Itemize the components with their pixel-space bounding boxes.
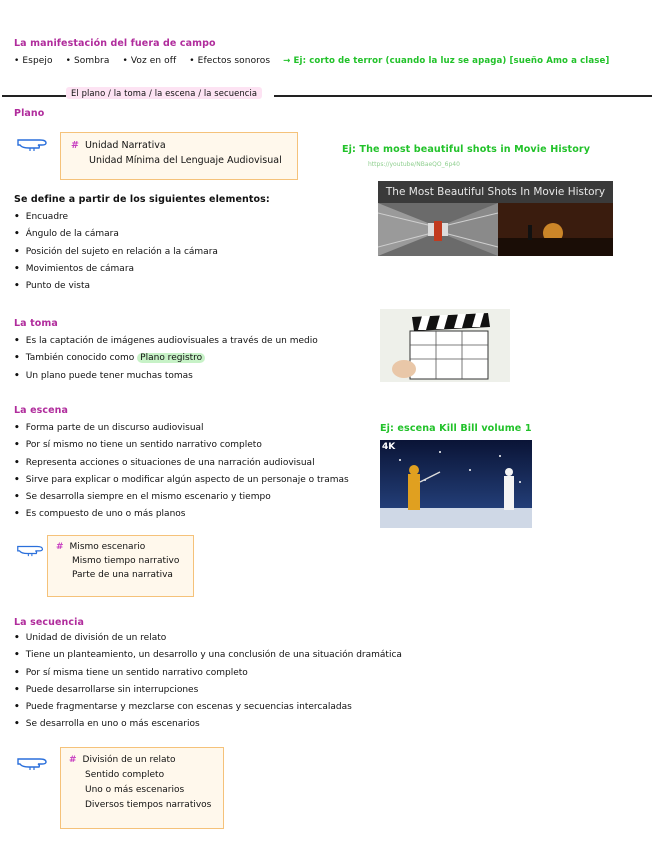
video-frames-image <box>378 203 613 256</box>
toma-list <box>14 333 318 385</box>
list-item: • Por sí mismo no tiene un sentido narrativo completo <box>14 437 349 454</box>
divider-right <box>274 95 652 97</box>
hash-mark: # <box>69 755 77 765</box>
escena-box-line-1: # Mismo escenario <box>56 542 146 552</box>
plano-box-line-1: # Unidad Narrativa <box>71 140 166 151</box>
list-item: • Representa acciones o situaciones de una narración audiovisual <box>14 455 349 472</box>
kill-bill-thumbnail[interactable] <box>380 440 532 528</box>
pointing-hand-icon <box>16 134 50 154</box>
item-sombra: • Sombra <box>65 56 110 66</box>
list-item: • Se desarrolla siempre en el mismo escenario y tiempo <box>14 489 349 506</box>
fuera-de-campo-items <box>14 56 609 66</box>
secuencia-box-line-4: Diversos tiempos narrativos <box>85 800 212 810</box>
hash-mark: # <box>71 140 79 151</box>
section-title-escena: La escena <box>14 405 69 416</box>
item-efectos-sonoros: • Efectos sonoros <box>189 56 271 66</box>
video-title: The Most Beautiful Shots In Movie History <box>378 181 613 203</box>
plano-intro: Se define a partir de los siguientes elementos: <box>14 194 270 205</box>
list-item: • Es compuesto de uno o más planos <box>14 506 349 523</box>
item-espejo: • Espejo <box>14 56 53 66</box>
divider-label: El plano / la toma / la escena / la secuencia <box>66 87 262 99</box>
clapperboard-image <box>380 309 510 382</box>
secuencia-box-line-1: # División de un relato <box>69 755 176 765</box>
example-corto-terror: → Ej: corto de terror (cuando la luz se apaga) [sueño Amo a clase] <box>283 56 610 66</box>
escena-example-label: Ej: escena Kill Bill volume 1 <box>380 423 532 434</box>
list-item: • Se desarrolla en uno o más escenarios <box>14 716 402 733</box>
secuencia-list <box>14 630 402 734</box>
secuencia-summary-box <box>60 747 224 829</box>
4k-badge: 4K <box>382 442 396 452</box>
kill-bill-scene-image <box>380 440 532 528</box>
list-item: • Posición del sujeto en relación a la cámara <box>14 244 218 261</box>
list-item: • Puede desarrollarse sin interrupciones <box>14 682 402 699</box>
section-title-plano: Plano <box>14 108 45 119</box>
section-title-fuera-de-campo: La manifestación del fuera de campo <box>14 38 216 49</box>
list-item: • Sirve para explicar o modificar algún aspecto de un personaje o tramas <box>14 472 349 489</box>
list-item: • Ángulo de la cámara <box>14 226 218 243</box>
escena-box-line-3: Parte de una narrativa <box>72 570 173 580</box>
plano-definition-box <box>60 132 298 180</box>
secuencia-box-line-3: Uno o más escenarios <box>85 785 185 795</box>
escena-list <box>14 420 349 524</box>
plano-example-url[interactable]: https://youtube/NBaeQO_6p40 <box>368 161 460 168</box>
plano-elements-list <box>14 209 218 295</box>
escena-summary-box <box>47 535 194 597</box>
highlight-plano-registro: Plano registro <box>137 353 205 363</box>
list-item: • Encuadre <box>14 209 218 226</box>
list-item: • Puede fragmentarse y mezclarse con escenas y secuencias intercaladas <box>14 699 402 716</box>
list-item: • Por sí misma tiene un sentido narrativo completo <box>14 665 402 682</box>
list-item: • Unidad de división de un relato <box>14 630 402 647</box>
pointing-hand-icon <box>16 541 46 559</box>
section-title-toma: La toma <box>14 318 58 329</box>
list-item: • Movimientos de cámara <box>14 261 218 278</box>
section-title-secuencia: La secuencia <box>14 617 84 628</box>
escena-box-line-2: Mismo tiempo narrativo <box>72 556 180 566</box>
list-item: • Punto de vista <box>14 278 218 295</box>
video-thumbnail[interactable] <box>378 181 613 256</box>
list-item: • Un plano puede tener muchas tomas <box>14 368 318 385</box>
list-item: • Forma parte de un discurso audiovisual <box>14 420 349 437</box>
divider-left <box>2 95 66 97</box>
item-voz-en-off: • Voz en off <box>122 56 177 66</box>
plano-box-line-2: Unidad Mínima del Lenguaje Audiovisual <box>89 155 282 166</box>
list-item: • Tiene un planteamiento, un desarrollo y una conclusión de una situación dramática <box>14 647 402 664</box>
hash-mark: # <box>56 542 64 552</box>
plano-example-label: Ej: The most beautiful shots in Movie History <box>342 144 591 155</box>
list-item: • Es la captación de imágenes audiovisuales a través de un medio <box>14 333 318 350</box>
secuencia-box-line-2: Sentido completo <box>85 770 165 780</box>
pointing-hand-icon <box>16 753 50 773</box>
list-item: • También conocido como Plano registro <box>14 350 318 367</box>
